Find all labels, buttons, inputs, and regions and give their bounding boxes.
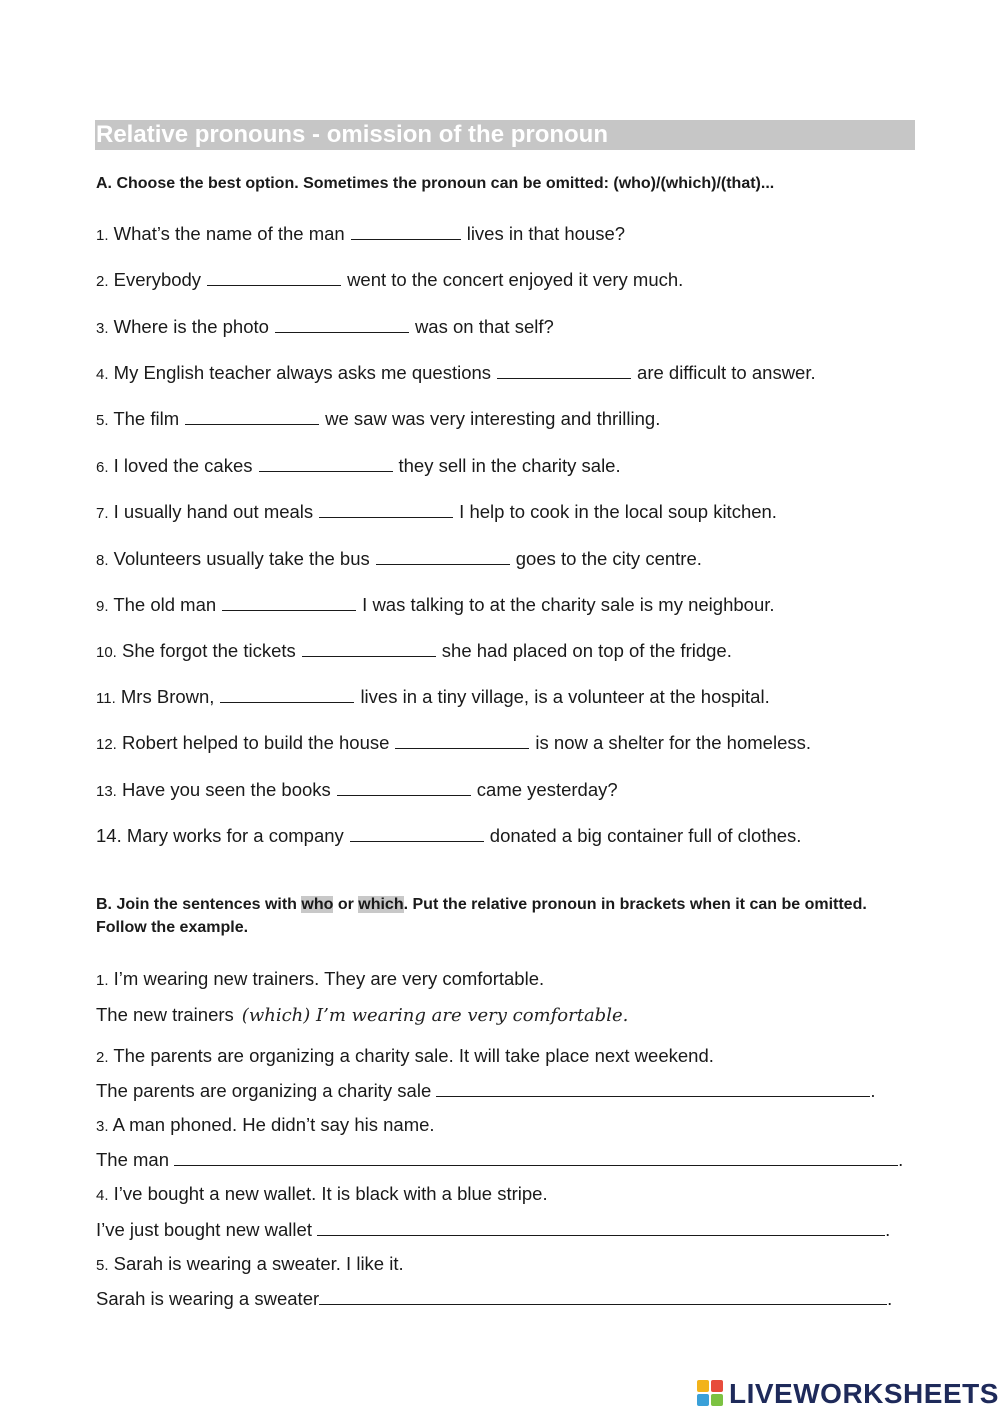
highlight-who: who — [301, 896, 334, 913]
answer-line[interactable] — [174, 1149, 898, 1166]
question-text-before: The film — [113, 408, 180, 429]
question-text-after: came yesterday? — [476, 779, 618, 800]
answer-blank[interactable] — [395, 732, 529, 749]
question-text-after: was on that self? — [414, 316, 554, 337]
answer-blank[interactable] — [319, 501, 453, 518]
highlight-which: which — [358, 896, 404, 913]
logo-mark-icon — [697, 1380, 725, 1408]
question-text-after: I help to cook in the local soup kitchen. — [459, 501, 777, 522]
question-3 — [96, 315, 554, 341]
question-text-before: My English teacher always asks me questions — [113, 362, 492, 383]
question-text-after: we saw was very interesting and thrilling. — [325, 408, 661, 429]
answer-blank[interactable] — [275, 316, 409, 333]
question-number: 3. — [96, 320, 109, 337]
question-14 — [96, 824, 801, 848]
b-item-2-prompt: 2. The parents are organizing a charity sale. It will take place next weekend. — [96, 1045, 714, 1066]
question-text-before: Mrs Brown, — [120, 686, 215, 707]
example-answer: (which) I’m wearing are very comfortable. — [241, 1005, 629, 1026]
question-number: 9. — [96, 598, 109, 615]
question-text-before: Mary works for a company — [126, 825, 344, 846]
answer-blank[interactable] — [351, 223, 461, 240]
question-text-before: Where is the photo — [113, 316, 269, 337]
question-text-after: lives in that house? — [466, 223, 626, 244]
b-item-1-answer: The new trainers (which) I’m wearing are very comfortable. — [96, 1004, 629, 1026]
question-number: 6. — [96, 459, 109, 476]
question-4 — [96, 361, 816, 387]
b-item-2-answer: The parents are organizing a charity sale . — [96, 1080, 876, 1101]
question-number: 5. — [96, 412, 109, 429]
question-number: 10. — [96, 644, 117, 661]
question-text-before: I usually hand out meals — [113, 501, 314, 522]
answer-blank[interactable] — [497, 362, 631, 379]
question-number: 1. — [96, 227, 109, 244]
question-text-after: is now a shelter for the homeless. — [535, 732, 811, 753]
question-text-before: The old man — [113, 594, 217, 615]
question-8 — [96, 547, 702, 573]
question-text-before: What’s the name of the man — [113, 223, 345, 244]
b-item-4-answer: I’ve just bought new wallet . — [96, 1219, 891, 1240]
liveworksheets-logo — [697, 1376, 999, 1412]
b-item-3-prompt: 3. A man phoned. He didn’t say his name. — [96, 1114, 435, 1135]
question-text-after: she had placed on top of the fridge. — [441, 640, 732, 661]
answer-line[interactable] — [317, 1219, 885, 1236]
question-text-before: She forgot the tickets — [122, 640, 296, 661]
question-9 — [96, 593, 775, 619]
question-text-after: they sell in the charity sale. — [398, 455, 621, 476]
question-7 — [96, 500, 777, 526]
instruction-or: or — [333, 896, 359, 913]
question-text-after: lives in a tiny village, is a volunteer at the hospital. — [360, 686, 770, 707]
question-number: 2. — [96, 273, 109, 290]
question-1 — [96, 222, 625, 248]
question-number: 7. — [96, 505, 109, 522]
question-number: 14. — [96, 825, 122, 846]
page-title: Relative pronouns - omission of the pronoun — [96, 121, 609, 148]
answer-line[interactable] — [436, 1080, 870, 1097]
question-number: 8. — [96, 552, 109, 569]
answer-blank[interactable] — [222, 594, 356, 611]
b-item-5-prompt: 5. Sarah is wearing a sweater. I like it. — [96, 1253, 404, 1274]
answer-blank[interactable] — [207, 269, 341, 286]
answer-blank[interactable] — [220, 686, 354, 703]
question-2 — [96, 268, 683, 294]
question-text-after: donated a big container full of clothes. — [489, 825, 802, 846]
question-text-before: I loved the cakes — [113, 455, 253, 476]
question-text-after: goes to the city centre. — [515, 548, 702, 569]
question-number: 4. — [96, 366, 109, 383]
question-number: 12. — [96, 736, 117, 753]
question-text-after: I was talking to at the charity sale is my neighbour. — [362, 594, 775, 615]
logo-text: LIVEWORKSHEETS — [729, 1378, 999, 1409]
question-12 — [96, 731, 811, 757]
question-5 — [96, 407, 660, 433]
question-text-before: Have you seen the books — [122, 779, 331, 800]
question-11 — [96, 685, 770, 711]
answer-blank[interactable] — [302, 640, 436, 657]
answer-blank[interactable] — [337, 779, 471, 796]
question-text-before: Robert helped to build the house — [122, 732, 390, 753]
question-number: 11. — [96, 690, 116, 707]
answer-blank[interactable] — [259, 455, 393, 472]
question-13 — [96, 778, 618, 804]
question-text-before: Volunteers usually take the bus — [113, 548, 370, 569]
question-text-before: Everybody — [113, 269, 202, 290]
section-a-instruction: A. Choose the best option. Sometimes the pronoun can be omitted: (who)/(which)/(that)... — [96, 175, 775, 192]
answer-blank[interactable] — [350, 825, 484, 842]
instruction-text: B. Join the sentences with — [96, 896, 302, 913]
answer-line[interactable] — [319, 1288, 887, 1305]
question-text-after: are difficult to answer. — [637, 362, 816, 383]
answer-blank[interactable] — [376, 548, 510, 565]
instruction-text-2: . Put the relative pronoun in brackets when it can be omitted. Follow the example. — [96, 896, 867, 936]
answer-blank[interactable] — [185, 408, 319, 425]
section-b-instruction — [96, 893, 916, 939]
b-item-1-prompt: 1. I’m wearing new trainers. They are very comfortable. — [96, 968, 545, 989]
b-item-5-answer: Sarah is wearing a sweater . — [96, 1288, 893, 1309]
question-text-after: went to the concert enjoyed it very much. — [347, 269, 684, 290]
question-number: 13. — [96, 783, 117, 800]
b-item-3-answer: The man . — [96, 1149, 904, 1170]
question-10 — [96, 639, 732, 665]
b-item-4-prompt: 4. I’ve bought a new wallet. It is black with a blue stripe. — [96, 1183, 548, 1204]
question-6 — [96, 454, 621, 480]
